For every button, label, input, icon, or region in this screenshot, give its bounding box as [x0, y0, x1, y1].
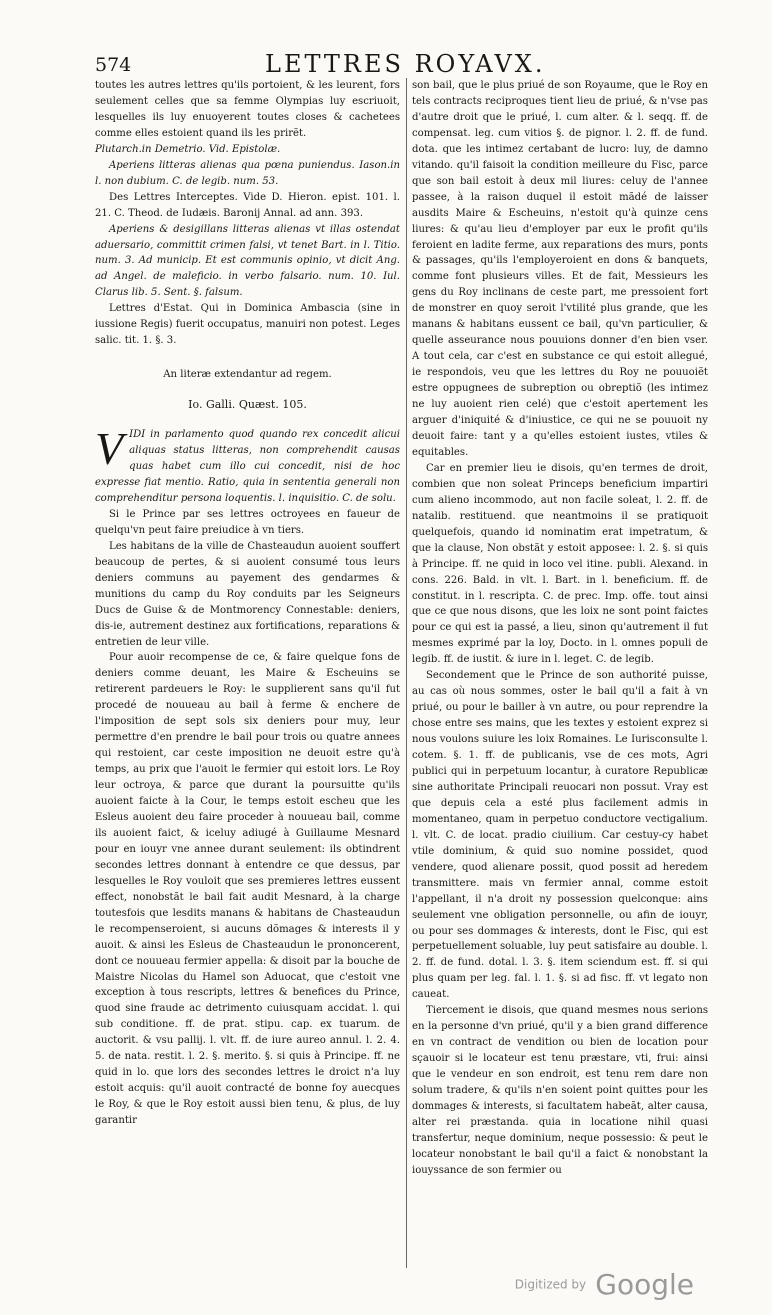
digitized-by-label: Digitized by	[514, 1277, 587, 1292]
citation: Aperiens & desigillans litteras alienas vt illas ostendat aduersario, committit crimen falsi, vt tenet Bart. in l. Titio. num. 3. Ad municip. Et est communis opinio, vt dicit Ang. ad Angel. de maleficio. in verbo falsario. num. 10. Iul. Clarus lib. 5. Sent. §. falsum.	[95, 223, 400, 299]
digitized-watermark	[515, 1268, 694, 1301]
citation: Lettres d'Estat. Qui in Dominica Ambascia (sine in iussione Regis) fuerit occupatus, manuiri non potest. Leges salic. tit. 1. §. 3.	[95, 303, 400, 347]
running-title: LETTRES ROYAVX.	[265, 50, 546, 78]
section-source: Io. Galli. Quæst. 105.	[188, 398, 307, 412]
drop-cap: V	[95, 423, 124, 475]
left-column	[95, 78, 400, 1129]
paragraph: Car en premier lieu ie disois, qu'en termes de droit, combien que non soleat Princeps beneficium impartiri cum alieno incommodo, aut non facile soleat, l. 2. ff. de natalib. restituend. que neantmoins il se pratiquoit quelquefois, quando id nominatim erat impetratum, & que la clause, Non obstãt y estoit apposee: l. 2. §. si quis à Principe. ff. ne quid in loco vel itine. publi. Alexand. in cons. 226. Bald. in vlt. l. Bart. in l. beneficium. ff. de constitut. in l. rescripta. C. de prec. Imp. offe. tout ainsi que ce que nous disons, que les loix ne sont point faictes pour ce qui est ia passé, a lieu, sinon qu'autrement il fut mesmes exprimé par la loy, Docto. in l. omnes populi de legib. ff. de iustit. & iure in l. leget. C. de legib.	[412, 462, 708, 666]
latin-quotation-text: IDI in parlamento quod quando rex concedit alicui aliquas status litteras, non comprehendit causas quas habet cum illo cui concedit, nisi de hoc expresse fiat mentio. Ratio, quia in sententia generali non comprehenditur persona loquentis. l. inquisitio. C. de solu.	[95, 429, 400, 504]
paragraph: son bail, que le plus priué de son Royaume, que le Roy en tels contracts reciproques tient lieu de priué, & n'vse pas d'autre droit que le priué, l. cum alter. & l. seqq. ff. de compensat. leg. cum vitios §. de pignor. l. 2. ff. de fund. dota. que les intimez certabant de lucro: luy, de damno vitando. qu'il faisoit la condition meilleure du Fisc, parce que son bail estoit à deux mil liures: celuy de l'annee passee, à la raison duquel il estoit mãdé de laisser ausdits Maire & Escheuins, n'estoit qu'à quinze cens liures: & qu'au lieu d'employer par eux le profit qu'ils feroient en ladite ferme, aux reparations des murs, ponts & passages, qu'ils l'employeroient en dons & banquets, comme font plusieurs villes. Et de fait, Messieurs les gens du Roy inclinans de ceste part, me pressoient fort de monstrer en quoy seroit l'vtilité plus grande, que les manans & habitans eussent ce bail, qu'vn particulier, & quelle asseurance nous pouuions donner d'en bien vser. A tout cela, car c'est en substance ce qui estoit allegué, ie respondois, veu que les lettres du Roy ne pouuoiẽt estre oppugnees de subreption ou obreptiõ (les intimez ne luy auoient rien celé) que c'estoit apertement les arguer d'iniquité & d'iniustice, ce qui ne se pouuoit ny deuoit faire: tant y a qu'elles estoient iustes, vtiles & equitables.	[412, 80, 708, 458]
page-number: 574	[95, 54, 132, 76]
section-heading: An literæ extendantur ad regem.	[163, 369, 332, 381]
paragraph: Les habitans de la ville de Chasteaudun auoient souffert beaucoup de pertes, & si auoient consumé tous leurs deniers communs au payement des gendarmes & munitions du camp du Roy conduits par les Seigneurs Ducs de Guise & de Montmorency Connestable: deniers, dis-ie, autrement destinez aux fortifications, reparations & entretien de leur ville.	[95, 540, 400, 648]
right-column	[412, 78, 708, 1179]
column-divider	[406, 78, 407, 1268]
page-header	[95, 50, 705, 80]
paragraph: Tiercement ie disois, que quand mesmes nous serions en la personne d'vn priué, qu'il y a bien grand difference en vn contract de vendition ou bien de location pour sçauoir si le locateur est tenu præstare, vti, frui: ainsi que le vendeur en son endroit, est tenu rem dare non solum tradere, & qu'ils n'en soient point quittes pour les dommages & interests, si facultatem habeãt, alter causa, alter rei præstanda. quia in locatione nihil quasi transfertur, neque dominium, neque possessio: & peut le locateur nonobstant le bail qu'il a faict & nonobstant la iouyssance de son fermier ou	[412, 1005, 708, 1176]
paragraph: Pour auoir recompense de ce, & faire quelque fons de deniers comme deuant, les Maire & Escheuins se retirerent pardeuers le Roy: le supplierent sans qu'il fut procedé de nouueau au bail à ferme & enchere de l'imposition de sept sols six deniers pour muy, leur permettre d'en prendre le bail pour trois ou quatre annees qui restoient, car ceste imposition ne deuoit estre qu'à temps, au prix que l'auoit le fermier qui estoit lors. Le Roy leur octroya, & parce que durant la poursuitte qu'ils auoient faicte à la Cour, le temps estoit escheu que les Esleus auoient deu faire proceder à nouueau bail, comme ils auoient faict, & iceluy adiugé à Guillaume Mesnard pour en iouyr vne annee durant seulement: ils obtindrent secondes lettres donnant à entendre ce que dessus, par lesquelles le Roy vouloit que ses premieres lettres eussent effect, nonobstãt le bail fait audit Mesnard, à la charge toutesfois que lesdits manans & habitans de Chasteaudun le recompenseroient, si aucuns dõmages & interests il y auoit. & ainsi les Esleus de Chasteaudun le prononcerent, dont ce nouueau fermier appella: & disoit par la bouche de Maistre Nicolas du Hamel son Aduocat, que c'estoit vne exception à tous rescripts, lettres & benefices du Prince, quod sine fraude ac detrimento cuiusquam accidat. l. qui sub conditione. ff. de prat. stipu. cap. ex tuarum. de auctorit. & vsu pallij. l. vlt. ff. de iure aureo annul. l. 2. 4. 5. de nata. restit. l. 2. §. merito. §. si quis à Principe. ff. ne quid in lo. que lors des secondes lettres le droict n'a luy estoit acquis: qu'il auoit contracté de bonne foy auecques le Roy, & que le Roy estoit aussi bien tenu, & plus, de luy garantir	[95, 652, 400, 1127]
latin-quotation	[95, 423, 400, 507]
google-logo: Google	[595, 1268, 694, 1301]
citation: Aperiens litteras alienas qua pœna puniendus. Iason.in l. non dubium. C. de legib. num. 53.	[95, 159, 400, 187]
paragraph: Si le Prince par ses lettres octroyees en faueur de quelqu'vn peut faire preiudice à vn tiers.	[95, 508, 400, 536]
citation: Plutarch.in Demetrio. Vid. Epistolæ.	[95, 143, 281, 155]
paragraph: toutes les autres lettres qu'ils portoient, & les leurent, fors seulement celles que sa femme Olympias luy escriuoit, lesquelles ils luy enuoyerent toutes closes & cachetees comme elles estoient quand ils les prirẽt.	[95, 80, 400, 139]
paragraph: Secondement que le Prince de son authorité puisse, au cas où nous sommes, oster le bail qu'il a fait à vn priué, ou pour le bailler à vn autre, ou pour reprendre la chose entre ses mains, que les textes y estoient exprez si nous voulons suiure les loix Romaines. Le Iurisconsulte l. cotem. §. 1. ff. de publicanis, vse de ces mots, Agri publici qui in perpetuum locantur, à curatore Republicæ sine authoritate Principali reuocari non possut. Vray est que depuis cela a esté plus facilement admis in momentaneo, quam in perpetuo conductore vectigalium. l. vlt. C. de locat. pradio ciuilium. Car cestuy-cy habet vtile dominium, & quid suo nomine possidet, quod vendere, quod alienare possit, quod possit ad heredem transmittere. mais vn fermier annal, comme estoit l'appellant, il n'a droit ny possession quelconque: ains seulement vne obligation personnelle, ou afin de iouyr, ou pour ses dommages & interests, dont le Fisc, qui est perpetuellement soluable, luy peut satisfaire au double. l. 2. ff. de fund. dotal. l. 3. §. item sciendum est. ff. si qui plus quam per leg. fal. l. 1. §. si ad fisc. ff. vt legato non caueat.	[412, 670, 708, 1001]
citation: Des Lettres Interceptes. Vide D. Hieron. epist. 101. l. 21. C. Theod. de Iudæis. Baronij Annal. ad ann. 393.	[95, 191, 400, 219]
